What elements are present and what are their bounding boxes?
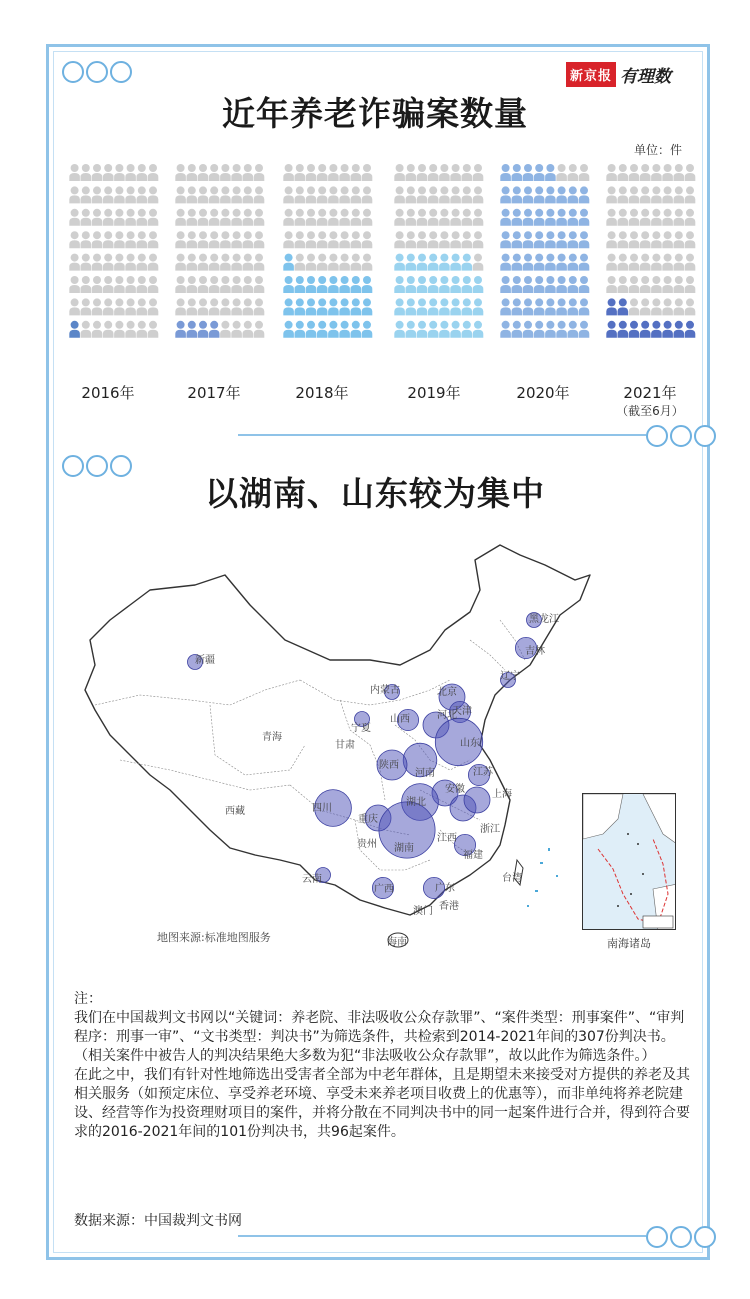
- province-label-台湾: 台湾: [502, 873, 522, 884]
- province-label-湖北: 湖北: [406, 797, 426, 808]
- province-label-安徽: 安徽: [445, 784, 465, 795]
- province-label-天津: 天津: [452, 706, 472, 717]
- year-note-2021: （截至6月）: [616, 404, 684, 418]
- notes-paragraph-2: 在此之中，我们有针对性地筛选出受害者全部为中老年群体，且是期望未来接受对方提供的养老及其相关服务（如预定床位、享受养老环境、享受未来养老项目收费上的优惠等），而非单纯将养老院建设、经营等作为投资理财项目的案件，并将分散在不同判决书中的同一起案件进行合并，得到符合要求的2016-2021年间的101份判决书，共96起案件。: [74, 1067, 690, 1140]
- province-label-吉林: 吉林: [525, 646, 545, 657]
- province-label-河北: 河北: [437, 710, 457, 721]
- notes-paragraph-1: 我们在中国裁判文书网以“关键词：养老院、非法吸收公众存款罪”、“案件类型：刑事案件”、“审判程序：刑事一审”、“文书类型：判决书”为筛选条件，共检索到2014-2021年间的307份判决书。（相关案件中被告人的判决结果绝大多数为犯“非法吸收公众存款罪”，故以此作为筛选条件。）: [74, 1010, 685, 1064]
- province-label-福建: 福建: [463, 850, 483, 861]
- province-label-西藏: 西藏: [225, 806, 245, 817]
- province-label-湖南: 湖南: [394, 843, 414, 854]
- notes-heading: 注：: [74, 991, 102, 1007]
- south-china-sea-inset: [582, 793, 676, 930]
- province-label-甘肃: 甘肃: [335, 740, 355, 751]
- decorative-rings-bottom: [646, 1226, 716, 1248]
- year-label-2017: 2017年: [187, 384, 241, 402]
- data-source: 数据来源：中国裁判文书网: [74, 1213, 242, 1229]
- bubble-浙江: [464, 787, 490, 813]
- section2-title: 以湖南、山东较为集中: [205, 474, 545, 513]
- province-label-黑龙江: 黑龙江: [529, 614, 559, 625]
- province-label-江苏: 江苏: [473, 767, 493, 778]
- notes-block: [74, 990, 694, 1142]
- province-label-浙江: 浙江: [480, 824, 500, 835]
- province-label-山西: 山西: [390, 714, 410, 725]
- province-label-澳门: 澳门: [413, 906, 433, 917]
- brand-script-label: 有理数: [620, 67, 672, 87]
- province-label-广东: 广东: [435, 883, 455, 894]
- year-label-2018: 2018年: [295, 384, 349, 402]
- province-label-上海: 上海: [492, 789, 512, 800]
- province-label-辽宁: 辽宁: [500, 671, 520, 682]
- province-label-贵州: 贵州: [357, 839, 377, 850]
- section1-title: 近年养老诈骗案数量: [222, 94, 528, 133]
- province-label-河南: 河南: [415, 768, 435, 779]
- brand-red-label: 新京报: [566, 62, 616, 87]
- province-label-广西: 广西: [374, 884, 394, 895]
- province-label-山东: 山东: [460, 738, 480, 749]
- province-label-宁夏: 宁夏: [351, 723, 371, 734]
- map-source: 地图来源:标准地图服务: [157, 931, 271, 944]
- province-label-陕西: 陕西: [379, 760, 399, 771]
- divider-line-2: [238, 1235, 646, 1237]
- province-label-四川: 四川: [312, 803, 332, 814]
- inset-label: 南海诸岛: [607, 937, 651, 950]
- province-label-北京: 北京: [437, 687, 457, 698]
- unit-label: 单位：件: [634, 143, 683, 157]
- china-outline: [85, 545, 590, 915]
- province-label-青海: 青海: [262, 732, 282, 743]
- sea-islands: [527, 848, 558, 907]
- year-label-2019: 2019年: [407, 384, 461, 402]
- province-label-江西: 江西: [437, 833, 457, 844]
- province-label-内蒙古: 内蒙古: [370, 685, 400, 696]
- year-label-2021: 2021年: [623, 384, 677, 402]
- province-label-海南: 海南: [387, 937, 407, 948]
- province-label-香港: 香港: [439, 901, 459, 912]
- province-label-云南: 云南: [302, 874, 322, 885]
- year-label-2016: 2016年: [81, 384, 135, 402]
- year-label-2020: 2020年: [516, 384, 570, 402]
- province-label-重庆: 重庆: [358, 814, 378, 825]
- province-label-新疆: 新疆: [195, 655, 215, 666]
